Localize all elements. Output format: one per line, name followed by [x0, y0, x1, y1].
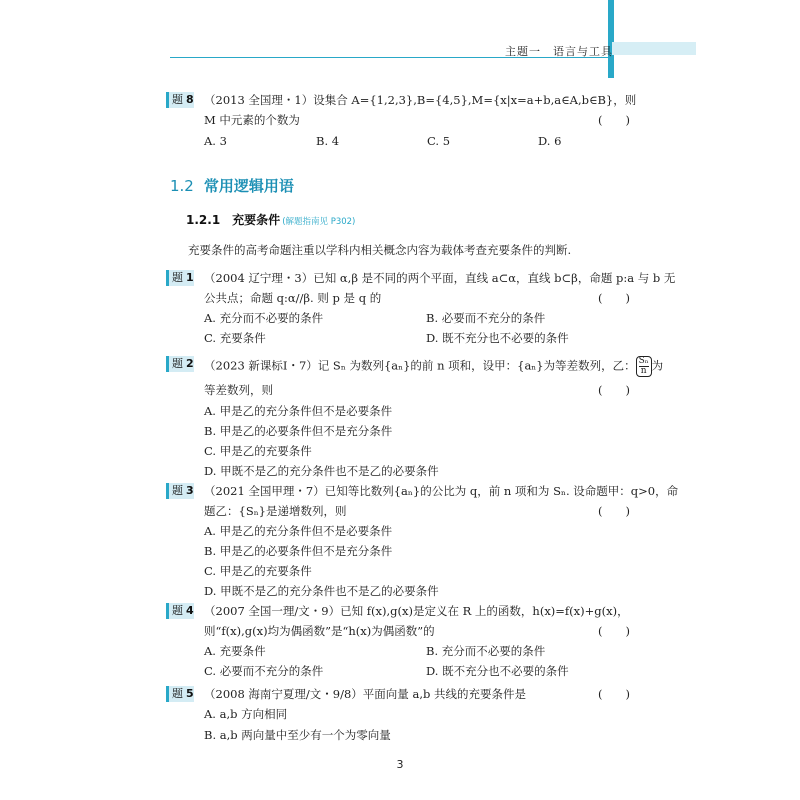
q2-option-a: A. 甲是乙的充分条件但不是必要条件 — [204, 404, 393, 418]
question-tag-1: 题 1 — [166, 270, 194, 286]
q1-option-a: A. 充分而不必要的条件 — [204, 311, 324, 325]
header-accent-band — [608, 0, 614, 78]
q8-option-b: B. 4 — [316, 134, 340, 148]
question-tag-4: 题 4 — [166, 603, 194, 619]
q1-option-b: B. 必要而不充分的条件 — [426, 311, 546, 325]
q2-option-b: B. 甲是乙的必要条件但不是充分条件 — [204, 424, 393, 438]
q4-stem-line1: （2007 全国一理/文・9）已知 f(x),g(x)是定义在 R 上的函数，h(x)=f(x)+g(x)， — [204, 604, 629, 618]
q4-option-b: B. 充分而不必要的条件 — [426, 644, 546, 658]
q3-stem-line2: 题乙：{Sₙ}是递增数列，则 — [204, 504, 347, 518]
subsection-title: 1.2.1 充要条件 (解题指南见 P302) — [186, 213, 356, 227]
q8-option-d: D. 6 — [538, 134, 562, 148]
q1-answer-paren: ( ) — [598, 291, 630, 305]
q3-stem-line1: （2021 全国甲理・7）已知等比数列{aₙ}的公比为 q，前 n 项和为 Sₙ. 设命题甲：q>0，命 — [204, 484, 679, 498]
solution-guide-hint: (解题指南见 P302) — [282, 217, 356, 227]
q2-stem-line2: 等差数列，则 — [204, 383, 273, 397]
q4-stem-line2: 则“f(x),g(x)均为偶函数”是“h(x)为偶函数”的 — [204, 624, 435, 638]
q4-answer-paren: ( ) — [598, 624, 630, 638]
q4-option-d: D. 既不充分也不必要的条件 — [426, 664, 569, 678]
q4-option-c: C. 必要而不充分的条件 — [204, 664, 324, 678]
q8-option-a: A. 3 — [204, 134, 227, 148]
q3-option-a: A. 甲是乙的充分条件但不是必要条件 — [204, 524, 393, 538]
section-intro: 充要条件的高考命题注重以学科内相关概念内容为载体考查充要条件的判断. — [188, 243, 572, 257]
q8-answer-paren: ( ) — [598, 113, 630, 127]
q2-answer-paren: ( ) — [598, 383, 630, 397]
q2-fraction: $\frac{\text{Sₙ}}{n}$ — [636, 356, 652, 377]
q3-answer-paren: ( ) — [598, 504, 630, 518]
q8-stem-line1: （2013 全国理・1）设集合 A={1,2,3},B={4,5},M={x|x=a+b,a∈A,b∈B}，则 — [204, 93, 637, 107]
question-tag-3: 题 3 — [166, 483, 194, 499]
q5-stem-line1: （2008 海南宁夏理/文・9/8）平面向量 a,b 共线的充要条件是 — [204, 687, 526, 701]
q3-option-b: B. 甲是乙的必要条件但不是充分条件 — [204, 544, 393, 558]
q3-option-d: D. 甲既不是乙的充分条件也不是乙的必要条件 — [204, 584, 439, 598]
q1-stem-line2: 公共点；命题 q:α//β. 则 p 是 q 的 — [204, 291, 382, 305]
q2-option-c: C. 甲是乙的充要条件 — [204, 444, 312, 458]
question-tag-5: 题 5 — [166, 686, 194, 702]
q1-option-d: D. 既不充分也不必要的条件 — [426, 331, 569, 345]
q2-option-d: D. 甲既不是乙的充分条件也不是乙的必要条件 — [204, 464, 439, 478]
q5-answer-paren: ( ) — [598, 687, 630, 701]
q8-option-c: C. 5 — [427, 134, 451, 148]
q1-stem-line1: （2004 辽宁理・3）已知 α,β 是不同的两个平面，直线 a⊂α，直线 b⊂β，命题 p:a 与 b 无 — [204, 271, 676, 285]
question-tag-2: 题 2 — [166, 356, 194, 372]
q1-option-c: C. 充要条件 — [204, 331, 266, 345]
header-accent-bar — [612, 42, 696, 55]
q5-option-a: A. a,b 方向相同 — [204, 707, 288, 721]
running-header: 主题一 语言与工具 — [505, 45, 613, 58]
q8-stem-line2: M 中元素的个数为 — [204, 113, 300, 127]
question-tag-8: 题 8 — [166, 92, 194, 108]
q2-stem-line1: （2023 新课标Ⅰ・7）记 Sₙ 为数列{aₙ}的前 n 项和，设甲：{aₙ}为等差数列，乙： $\frac{\text{Sₙ}}{n}$ 为 — [204, 356, 664, 376]
section-title: 1.2 常用逻辑用语 — [170, 177, 294, 195]
q3-option-c: C. 甲是乙的充要条件 — [204, 564, 312, 578]
q5-option-b: B. a,b 两向量中至少有一个为零向量 — [204, 728, 391, 742]
q4-option-a: A. 充要条件 — [204, 644, 266, 658]
page-number: 3 — [396, 758, 404, 771]
